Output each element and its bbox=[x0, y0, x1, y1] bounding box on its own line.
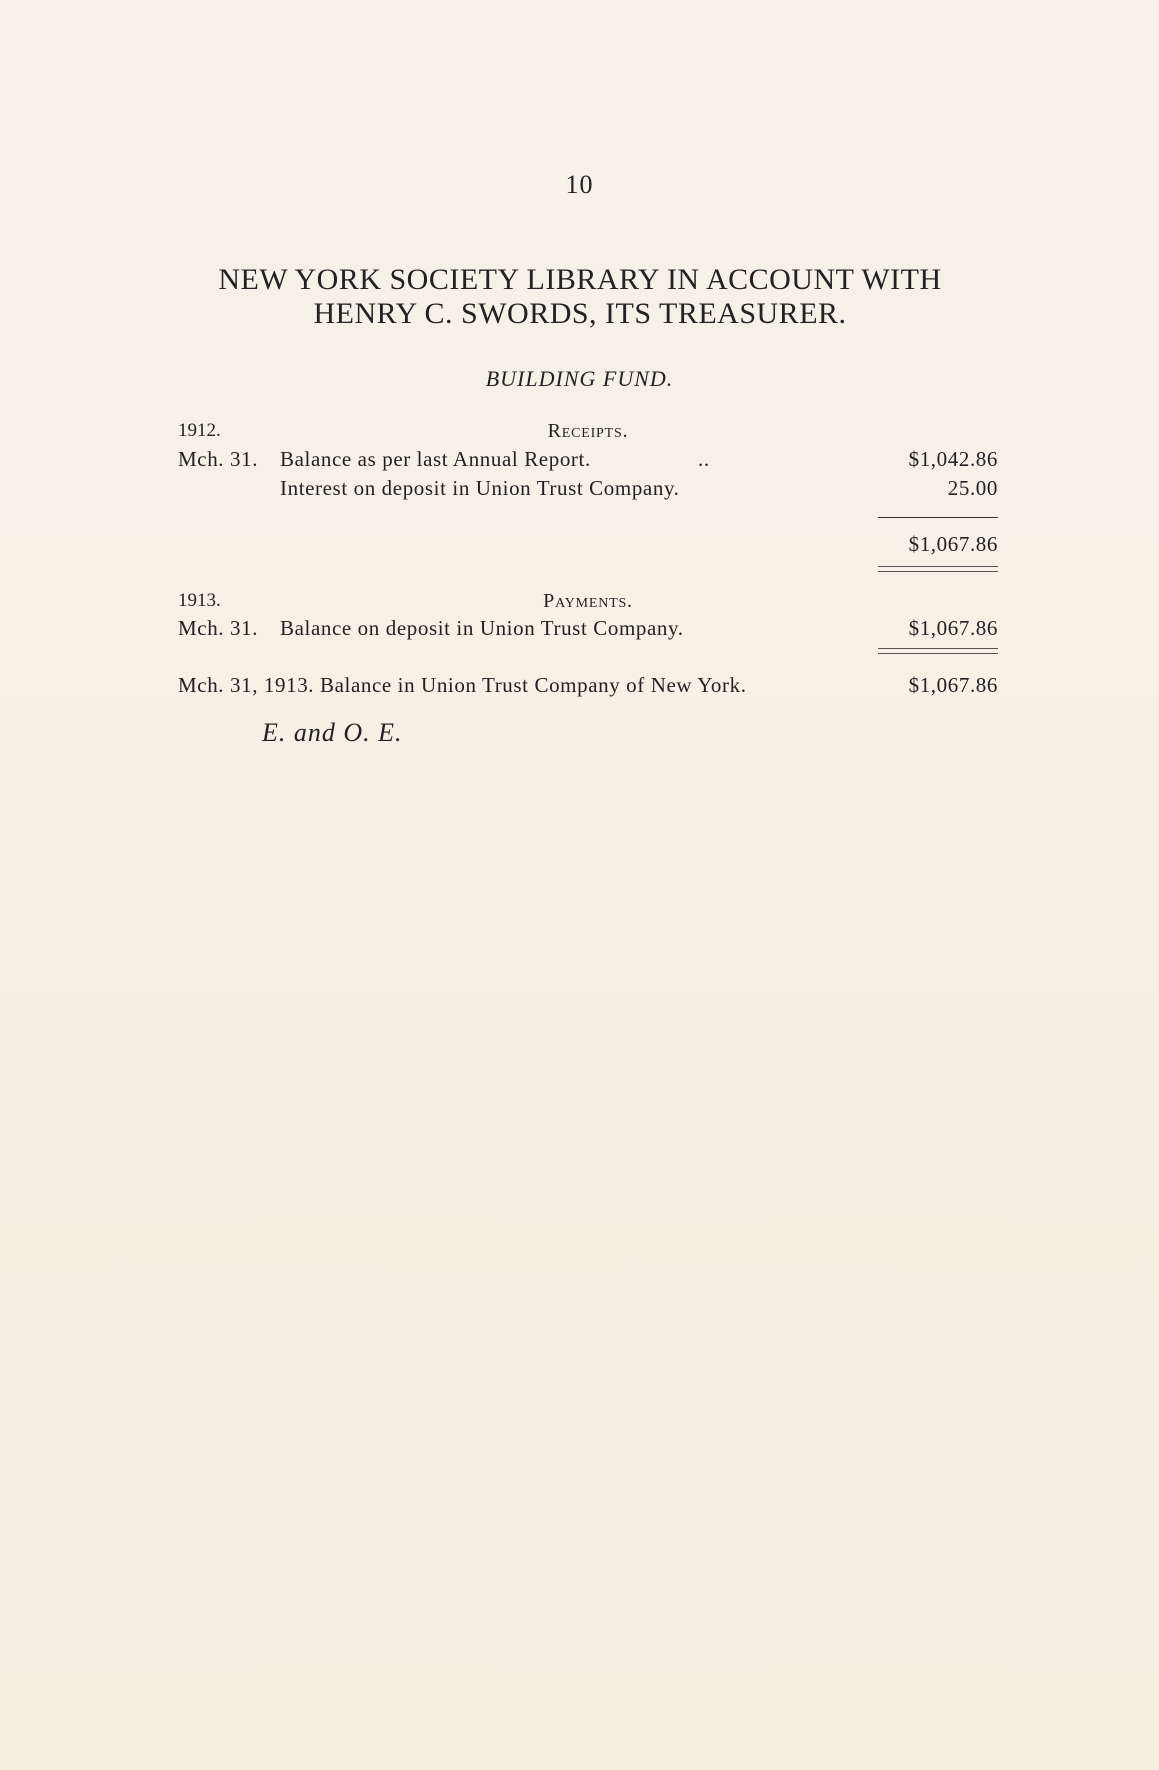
dot-leader: .. bbox=[698, 447, 710, 471]
sum-rule bbox=[878, 517, 998, 518]
entry-description: Interest on deposit in Union Trust Company. bbox=[280, 476, 680, 500]
receipts-header bbox=[178, 420, 998, 444]
receipts-total: $1,067.86 bbox=[908, 532, 998, 556]
payments-header bbox=[178, 590, 998, 614]
entry-amount: 25.00 bbox=[947, 476, 998, 500]
entry-description: Balance on deposit in Union Trust Company. bbox=[280, 616, 684, 640]
entry-amount: $1,042.86 bbox=[908, 447, 998, 471]
closing-amount: $1,067.86 bbox=[908, 673, 998, 697]
receipts-total-row bbox=[178, 532, 998, 560]
payments-year: 1913. bbox=[178, 590, 221, 611]
entry-amount: $1,067.86 bbox=[908, 616, 998, 640]
entry-date: Mch. 31. bbox=[178, 447, 259, 471]
title-line-2: HENRY C. SWORDS, ITS TREASURER. bbox=[313, 297, 847, 330]
payments-label: Payments. bbox=[543, 590, 633, 612]
receipt-row bbox=[178, 476, 998, 504]
title-line-1: NEW YORK SOCIETY LIBRARY IN ACCOUNT WITH bbox=[218, 263, 942, 296]
errors-omissions-note: E. and O. E. bbox=[262, 718, 403, 747]
account-title bbox=[130, 263, 1030, 331]
entry-date: Mch. 31. bbox=[178, 616, 259, 640]
payment-row bbox=[178, 616, 998, 644]
receipts-label: Receipts. bbox=[547, 420, 629, 442]
entry-description: Balance as per last Annual Report. bbox=[280, 447, 591, 471]
total-double-rule bbox=[878, 566, 998, 572]
page-number: 10 bbox=[565, 170, 594, 199]
closing-description: Mch. 31, 1913. Balance in Union Trust Company of New York. bbox=[178, 673, 747, 697]
fund-title: BUILDING FUND. bbox=[485, 366, 674, 391]
payments-double-rule bbox=[878, 648, 998, 654]
receipt-row bbox=[178, 447, 998, 475]
receipts-year: 1912. bbox=[178, 420, 221, 441]
